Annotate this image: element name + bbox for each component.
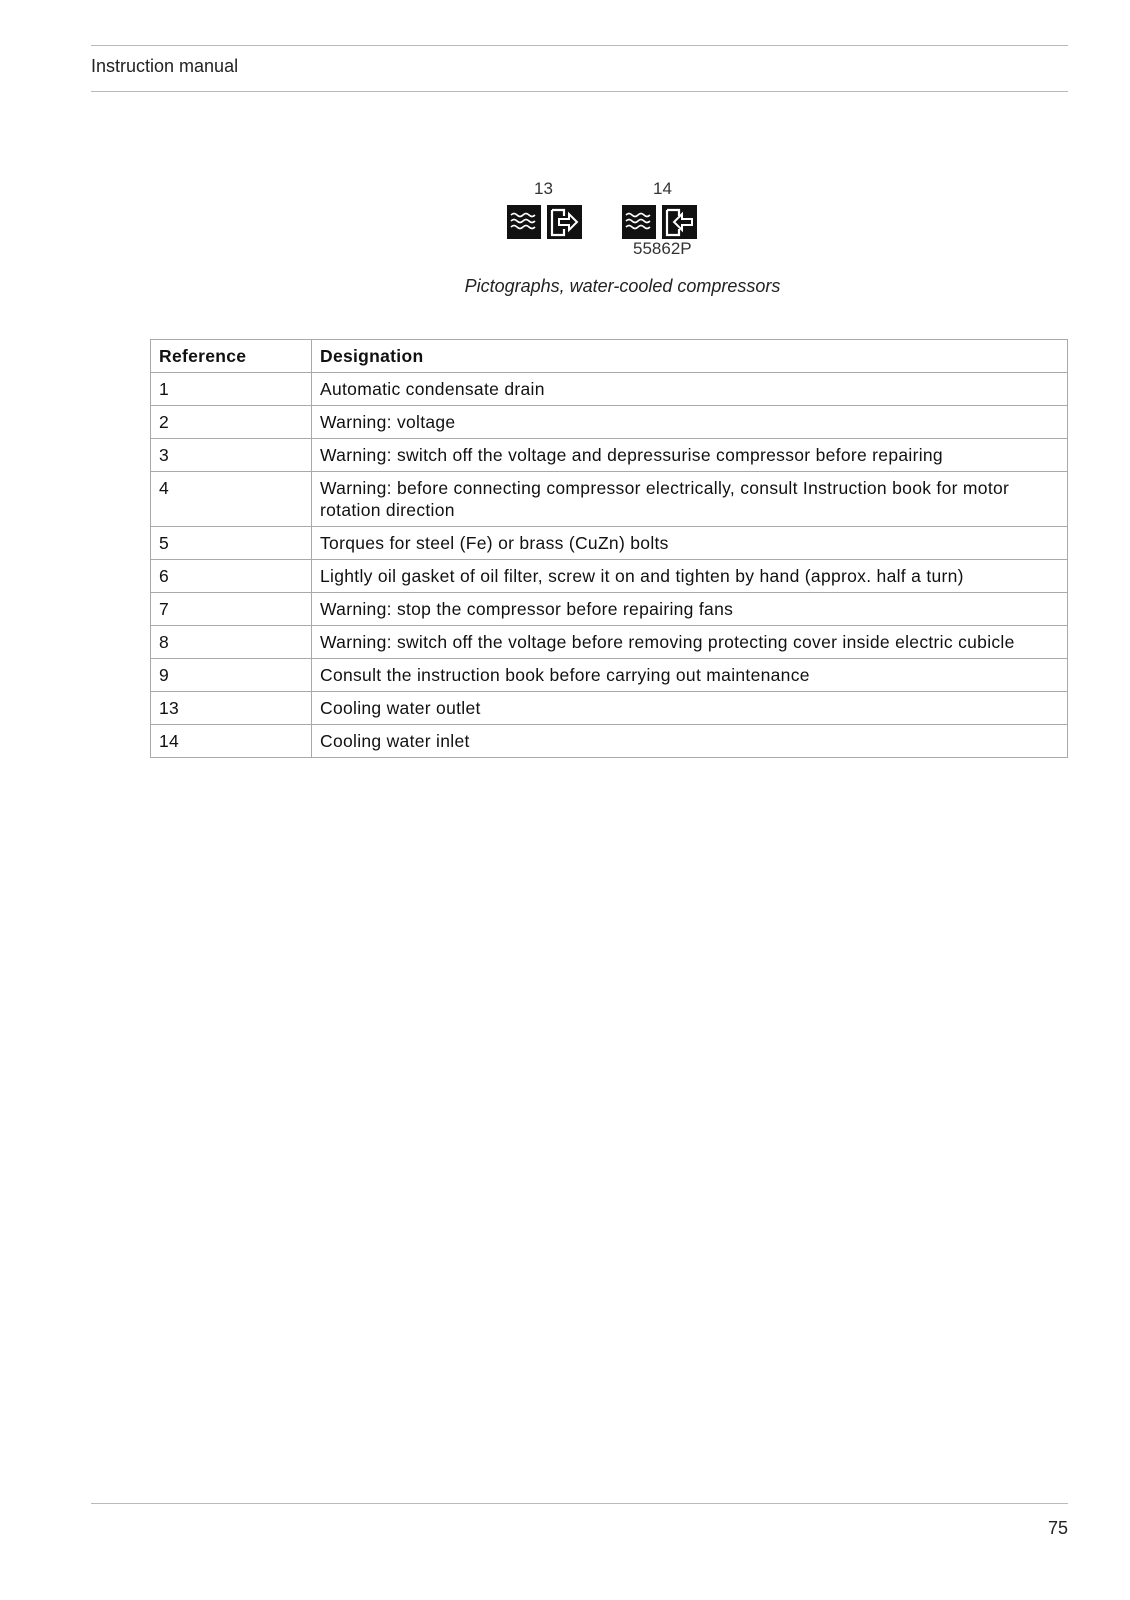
figure-caption: Pictographs, water-cooled compressors (464, 276, 781, 296)
pictograph-figure (500, 165, 720, 267)
header-rule-top (91, 45, 1068, 46)
table-row (151, 527, 1068, 560)
designation-cell: Automatic condensate drain (312, 373, 1068, 406)
table-row (151, 439, 1068, 472)
table-row (151, 560, 1068, 593)
footer-rule (91, 1503, 1068, 1504)
reference-cell: 8 (151, 626, 312, 659)
designation-cell: Cooling water inlet (312, 725, 1068, 758)
designation-cell: Torques for steel (Fe) or brass (CuZn) bolts (312, 527, 1068, 560)
column-header-designation: Designation (312, 340, 1068, 373)
table-row (151, 406, 1068, 439)
table-row (151, 725, 1068, 758)
table-header-row (151, 340, 1068, 373)
reference-cell: 3 (151, 439, 312, 472)
designation-cell: Warning: stop the compressor before repairing fans (312, 593, 1068, 626)
reference-cell: 1 (151, 373, 312, 406)
reference-cell: 5 (151, 527, 312, 560)
designation-cell: Warning: switch off the voltage before removing protecting cover inside electric cubicle (312, 626, 1068, 659)
designation-cell: Lightly oil gasket of oil filter, screw it on and tighten by hand (approx. half a turn) (312, 560, 1068, 593)
reference-cell: 13 (151, 692, 312, 725)
designation-cell: Cooling water outlet (312, 692, 1068, 725)
reference-cell: 9 (151, 659, 312, 692)
reference-cell: 14 (151, 725, 312, 758)
reference-cell: 6 (151, 560, 312, 593)
designation-cell: Consult the instruction book before carrying out maintenance (312, 659, 1068, 692)
header-title: Instruction manual (91, 56, 239, 76)
figure-code: 55862P (633, 239, 692, 258)
designation-cell: Warning: before connecting compressor electrically, consult Instruction book for motor rotation direction (312, 472, 1068, 527)
reference-table (150, 339, 1068, 758)
water-outlet-icon (507, 205, 583, 241)
table-row (151, 472, 1068, 527)
table-row (151, 593, 1068, 626)
table-row (151, 692, 1068, 725)
table-row (151, 626, 1068, 659)
pictograph-label-13: 13 (534, 179, 553, 198)
pictograph-label-14: 14 (653, 179, 672, 198)
header-rule-bottom (91, 91, 1068, 92)
designation-cell: Warning: voltage (312, 406, 1068, 439)
table-row (151, 659, 1068, 692)
reference-cell: 2 (151, 406, 312, 439)
column-header-reference: Reference (151, 340, 312, 373)
water-inlet-icon (622, 205, 698, 241)
table-row (151, 373, 1068, 406)
reference-cell: 4 (151, 472, 312, 527)
page-number: 75 (1047, 1518, 1068, 1538)
designation-cell: Warning: switch off the voltage and depressurise compressor before repairing (312, 439, 1068, 472)
reference-cell: 7 (151, 593, 312, 626)
